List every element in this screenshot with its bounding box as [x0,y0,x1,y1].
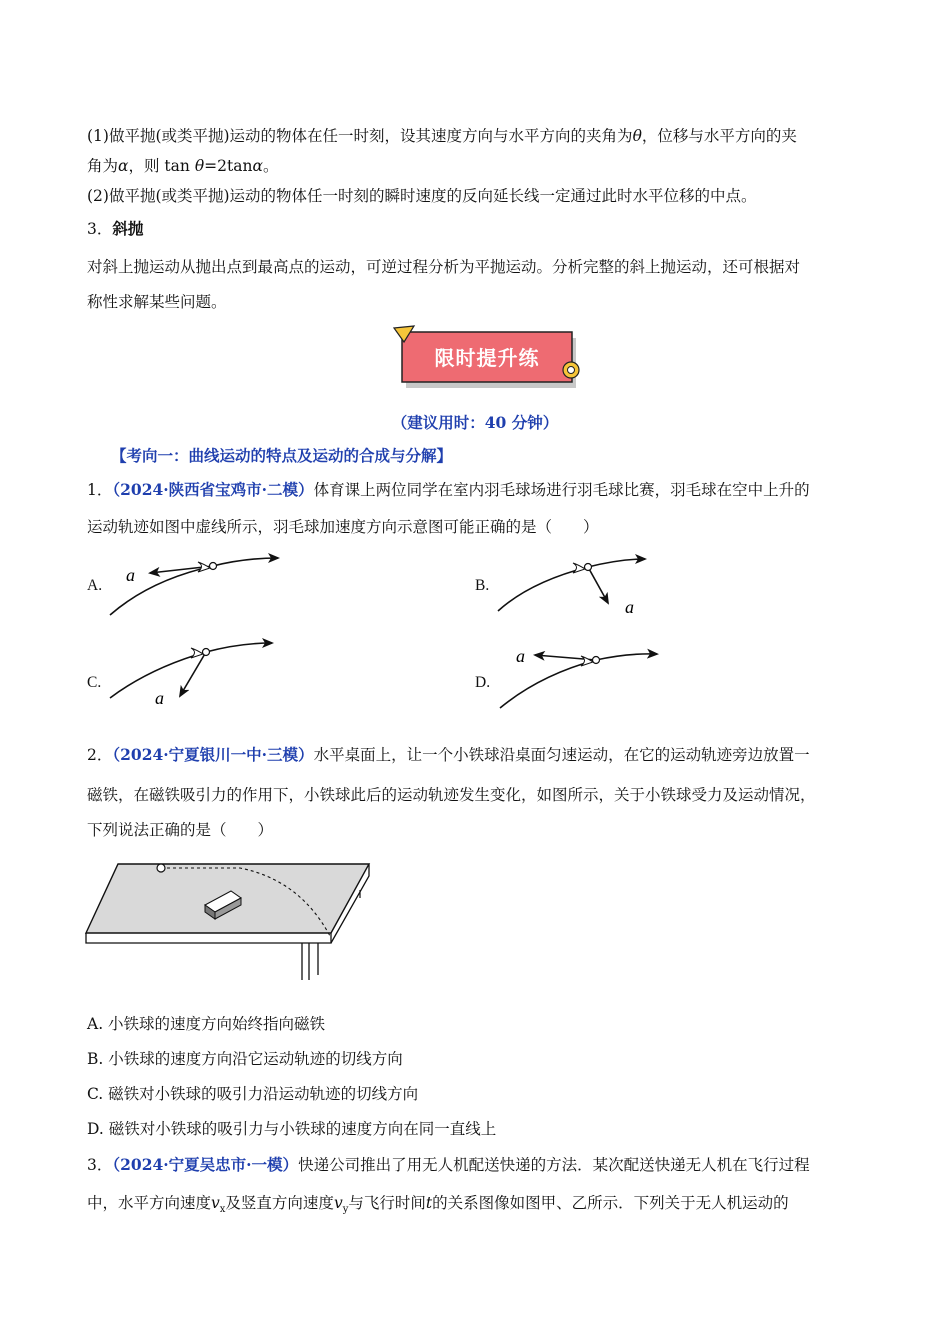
q1-number: 1． [87,481,113,499]
q1-figure-a [110,558,278,615]
q3-number: 3． [87,1156,113,1174]
q3-text: 的关系图像如图甲、乙所示．下列关于无人机运动的 [432,1194,789,1212]
alpha-symbol: α [118,157,129,175]
suggested-time: （建议用时：40 分钟） [391,413,559,432]
vy-symbol: v [333,1194,343,1212]
q1-figure-d [500,646,657,708]
intro-line-3: (2)做平抛(或类平抛)运动的物体任一时刻的瞬时速度的反向延长线一定通过此时水平位移的中点。 [87,187,757,205]
alpha-symbol: α [252,157,263,175]
q3-text: 及竖直方向速度 [225,1194,334,1212]
section-title: 【考向一：曲线运动的特点及运动的合成与分解】 [111,446,453,465]
q2-source: （2024·宁夏银川一中·三模） [112,745,314,764]
vx-subscript: x [219,1204,226,1216]
q1-b-accel-label: a [625,597,634,617]
intro-text: 角为 [87,157,119,175]
q1-option-b-label[interactable]: B. [475,577,490,594]
q3-text: 与飞行时间 [348,1194,426,1212]
q1-a-accel-label: a [126,565,135,585]
q1-d-accel-label: a [516,646,525,666]
q3-source: （2024·宁夏吴忠市·一模） [112,1155,299,1174]
q2-option-d[interactable]: D. 磁铁对小铁球的吸引力与小铁球的速度方向在同一直线上 [87,1120,497,1138]
iron-ball [157,864,165,872]
q2-figure [86,864,369,980]
intro-text: ，位移与水平方向的夹 [641,127,797,145]
q3-line-2 [87,1193,789,1220]
q3-text: 中，水平方向速度 [87,1194,212,1212]
q1-line-2: 运动轨迹如图中虚线所示，羽毛球加速度方向示意图可能正确的是（ ） [87,518,599,536]
q1-text: 体育课上两位同学在室内羽毛球场进行羽毛球比赛，羽毛球在空中上升的 [313,481,810,499]
q2-option-a[interactable]: A. 小铁球的速度方向始终指向磁铁 [87,1015,326,1033]
q1-source: （2024·陕西省宝鸡市·二模） [112,480,314,499]
q2-text: 水平桌面上，让一个小铁球沿桌面匀速运动，在它的运动轨迹旁边放置一 [313,746,810,764]
theta-symbol: θ [632,127,642,145]
q2-option-b[interactable]: B. 小铁球的速度方向沿它运动轨迹的切线方向 [87,1050,403,1068]
heading-title: 斜抛 [112,219,144,238]
q2-number: 2． [87,746,113,764]
q3-text: 快递公司推出了用无人机配送快递的方法．某次配送快递无人机在飞行过程 [298,1156,810,1174]
q1-figure-c [110,643,272,708]
q1-option-a-label[interactable]: A. [87,577,103,594]
q2-line-2: 磁铁，在磁铁吸引力的作用下，小铁球此后的运动轨迹发生变化，如图所示，关于小铁球受力及运动情况， [87,786,816,804]
intro-text: ，则 tan [128,157,190,175]
q2-option-c[interactable]: C. 磁铁对小铁球的吸引力沿运动轨迹的切线方向 [87,1085,419,1103]
q1-figure-b [498,559,645,617]
q1-c-accel-label: a [155,688,164,708]
intro-line-5: 称性求解某些问题。 [87,293,227,311]
vx-symbol: v [211,1194,220,1212]
heading-number: 3． [87,220,113,238]
intro-text: (1)做平抛(或类平抛)运动的物体在任一时刻，设其速度方向与水平方向的夹角为 [87,127,633,145]
t-symbol: t [425,1194,433,1212]
intro-text: =2tan [204,157,253,175]
intro-line-4: 对斜上抛运动从抛出点到最高点的运动，可逆过程分析为平抛运动。分析完整的斜上抛运动，还可根据对 [87,258,801,276]
theta-symbol: θ [194,157,205,175]
q3-line-1 [87,1155,810,1175]
q1-option-d-label[interactable]: D. [475,674,491,691]
intro-text: 。 [262,157,279,175]
q2-line-3: 下列说法正确的是（ ） [87,821,274,839]
banner-text: 限时提升练 [434,346,540,370]
q1-option-c-label[interactable]: C. [87,674,102,691]
q2-line-1 [87,745,810,765]
vy-subscript: y [342,1204,349,1216]
